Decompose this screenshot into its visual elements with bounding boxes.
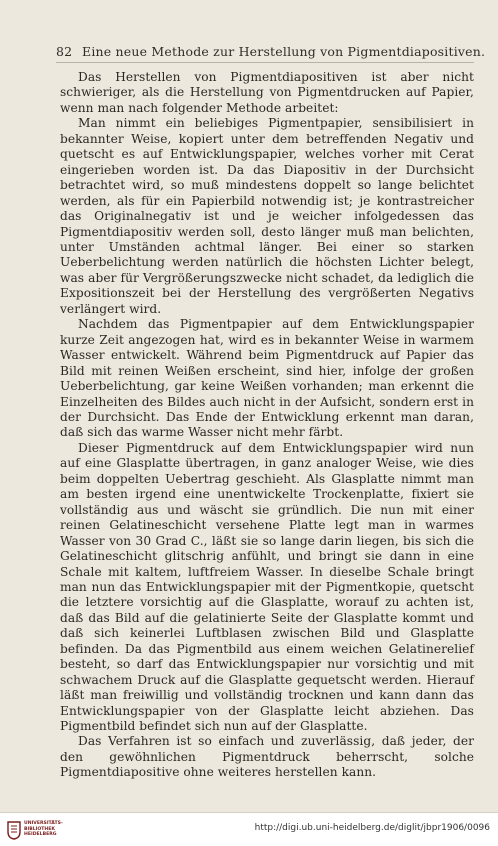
viewer-footer	[0, 812, 498, 846]
paragraph-2: Man nimmt ein beliebiges Pigmentpapier, sensibilisiert in bekannter Weise, kopiert unter dem betreffenden Negativ und quetscht es auf Entwicklungspapier, welches vorher mit Cerat eingerieben worden ist. Da das Diapositiv in der Durchsicht betrachtet wird, so muß mindestens doppelt so lange belichtet werden, als für ein Papierbild notwendig ist; je kontrastreicher das Originalnegativ ist und je weicher infolgedessen das Pigmentdiapositiv werden soll, desto länger muß man belichten, unter Umständen achtmal länger. Bei einer so starken Ueberbelichtung werden natürlich die höchsten Lichter belegt, was aber für Vergrößerungszwecke nicht schadet, da lediglich die Expositionszeit bei der Herstellung des vergrößerten Negativs verlängert wird.	[60, 116, 474, 316]
running-title: Eine neue Methode zur Herstellung von Pigmentdiapositiven.	[82, 44, 486, 59]
page-header	[56, 44, 486, 59]
library-seal-icon	[6, 820, 22, 840]
paragraph-5: Das Verfahren ist so einfach und zuverlässig, daß jeder, der den gewöhnlichen Pigmentdruck beherrscht, solche Pigmentdiapositive ohne weiteres herstellen kann.	[60, 734, 474, 780]
header-rule	[56, 62, 474, 63]
paragraph-3: Nachdem das Pigmentpapier auf dem Entwicklungspapier kurze Zeit angezogen hat, wird es in bekannter Weise in warmem Wasser entwickelt. Während beim Pigmentdruck auf Papier das Bild mit reinen Weißen erscheint, sind hier, infolge der großen Ueberbelichtung, gar keine Weißen vorhanden; man erkennt die Einzelheiten des Bildes auch nicht in der Aufsicht, sondern erst in der Durchsicht. Das Ende der Entwicklung erkennt man daran, daß sich das warme Wasser nicht mehr färbt.	[60, 317, 474, 440]
paragraph-1: Das Herstellen von Pigmentdiapositiven ist aber nicht schwieriger, als die Herstellung von Pigmentdrucken auf Papier, wenn man nach folgender Methode arbeitet:	[60, 70, 474, 115]
library-logo-text: UNIVERSITÄTS- BIBLIOTHEK HEIDELBERG	[24, 821, 63, 838]
permalink-url[interactable]: http://digi.ub.uni-heidelberg.de/diglit/jbpr1906/0096	[254, 823, 490, 833]
paragraph-4: Dieser Pigmentdruck auf dem Entwicklungspapier wird nun auf eine Glasplatte übertragen, in ganz analoger Weise, wie dies beim doppelten Uebertrag geschieht. Als Glasplatte nimmt man am besten irgend eine unentwickelte Trockenplatte, fixiert sie vollständig aus und wäscht sie gründlich. Die nun mit einer reinen Gelatineschicht versehene Platte legt man in warmes Wasser von 30 Grad C., läßt sie so lange darin liegen, bis sich die Gelatineschicht glitschrig anfühlt, und bringt sie dann in eine Schale mit kaltem, luftfreiem Wasser. In dieselbe Schale bringt man nun das Entwicklungspapier mit der Pigmentkopie, quetscht die letztere vorsichtig auf die Glasplatte, worauf zu achten ist, daß das Bild auf die gelatinierte Seite der Glasplatte kommt und daß sich keinerlei Luftblasen zwischen Bild und Glasplatte befinden. Da das Pigmentbild aus einem weichen Gelatinerelief besteht, so darf das Entwicklungspapier nur vorsichtig und mit schwachem Druck auf die Glasplatte gequetscht werden. Hierauf läßt man freiwillig und vollständig trocknen und kann dann das Entwicklungspapier von der Glasplatte leicht abziehen. Das Pigmentbild befindet sich nun auf der Glasplatte.	[60, 440, 474, 734]
library-logo[interactable]	[6, 818, 63, 842]
page-number: 82	[56, 44, 73, 59]
body-text	[60, 70, 474, 781]
